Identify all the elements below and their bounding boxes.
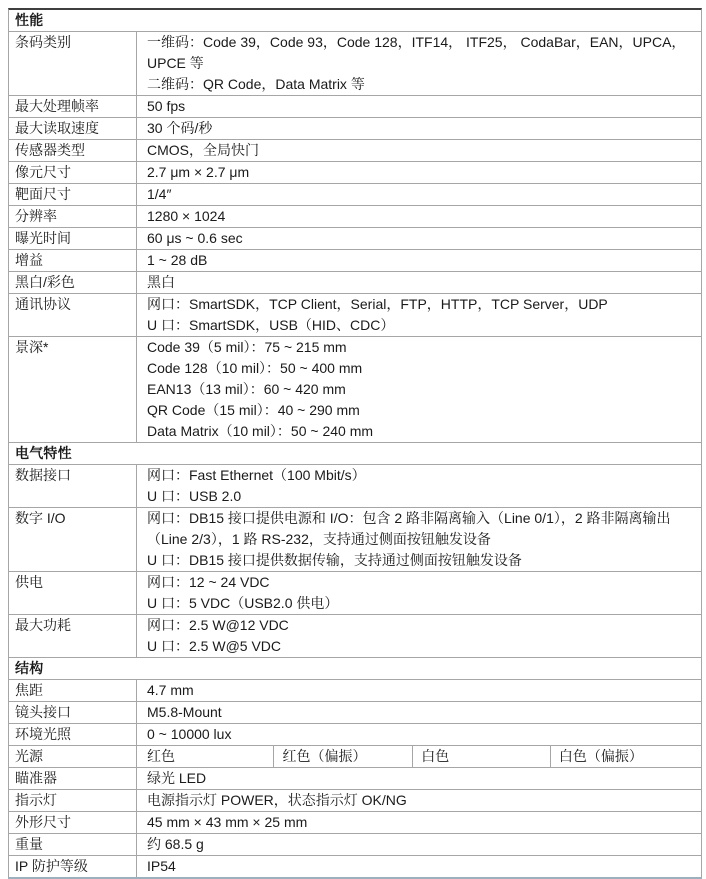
spec-row	[9, 118, 701, 140]
spec-value	[137, 162, 701, 183]
spec-row	[9, 702, 701, 724]
spec-value	[137, 680, 701, 701]
spec-label: 景深*	[9, 337, 137, 442]
spec-label: 条码类别	[9, 32, 137, 95]
spec-label: 光源	[9, 746, 137, 767]
spec-row	[9, 184, 701, 206]
spec-row	[9, 724, 701, 746]
spec-value-line: 网口：SmartSDK，TCP Client，Serial，FTP，HTTP，TCP Server，UDP	[147, 296, 608, 312]
spec-value-line: U 口：DB15 接口提供数据传输，支持通过侧面按钮触发设备	[147, 552, 522, 568]
spec-row	[9, 272, 701, 294]
spec-value	[137, 508, 701, 571]
spec-value-line: IP54	[147, 858, 176, 874]
spec-value	[137, 834, 701, 855]
spec-label: 数字 I/O	[9, 508, 137, 571]
spec-value	[137, 465, 701, 507]
spec-value-line: 2.7 μm × 2.7 μm	[147, 164, 250, 180]
spec-label: 最大处理帧率	[9, 96, 137, 117]
spec-table	[8, 8, 702, 879]
spec-row	[9, 790, 701, 812]
spec-value-line: 一维码：Code 39，Code 93，Code 128，ITF14， ITF25， CodaBar，EAN，UPCA，UPCE 等	[147, 34, 686, 71]
spec-row	[9, 465, 701, 508]
spec-row	[9, 206, 701, 228]
spec-row	[9, 834, 701, 856]
spec-value-line: 4.7 mm	[147, 682, 194, 698]
spec-label: 像元尺寸	[9, 162, 137, 183]
spec-value-line: Code 39（5 mil）：75 ~ 215 mm	[147, 339, 347, 355]
spec-value	[137, 724, 701, 745]
spec-value	[137, 294, 701, 336]
spec-value-line: 网口：12 ~ 24 VDC	[147, 574, 270, 590]
spec-row	[9, 337, 701, 443]
spec-value-line: 电源指示灯 POWER，状态指示灯 OK/NG	[147, 792, 407, 808]
spec-value-line: CMOS，全局快门	[147, 142, 259, 158]
section-title: 结构	[9, 658, 701, 680]
section-title: 性能	[9, 10, 701, 32]
spec-value-line: EAN13（13 mil）：60 ~ 420 mm	[147, 381, 346, 397]
spec-row	[9, 508, 701, 572]
spec-label: 分辨率	[9, 206, 137, 227]
spec-value-line: U 口：5 VDC（USB2.0 供电）	[147, 595, 339, 611]
spec-row	[9, 228, 701, 250]
section-title: 电气特性	[9, 443, 701, 465]
spec-value	[137, 768, 701, 789]
spec-row	[9, 250, 701, 272]
spec-label: 重量	[9, 834, 137, 855]
spec-label: 焦距	[9, 680, 137, 701]
spec-row	[9, 140, 701, 162]
spec-value	[137, 746, 701, 767]
spec-value-line: QR Code（15 mil）：40 ~ 290 mm	[147, 402, 360, 418]
spec-value	[137, 272, 701, 293]
spec-value	[137, 140, 701, 161]
spec-value-line: 约 68.5 g	[147, 836, 204, 852]
spec-value-line: 60 μs ~ 0.6 sec	[147, 230, 243, 246]
spec-label: 黑白/彩色	[9, 272, 137, 293]
spec-label: 最大读取速度	[9, 118, 137, 139]
spec-value-line: 绿光 LED	[147, 770, 207, 786]
spec-label: 传感器类型	[9, 140, 137, 161]
light-source-option: 白色（偏振）	[550, 746, 701, 767]
spec-value	[137, 702, 701, 723]
spec-label: 供电	[9, 572, 137, 614]
spec-value	[137, 856, 701, 877]
spec-label: 镜头接口	[9, 702, 137, 723]
spec-value-line: 30 个码/秒	[147, 120, 213, 136]
spec-label: 指示灯	[9, 790, 137, 811]
spec-label: 瞄准器	[9, 768, 137, 789]
spec-row	[9, 162, 701, 184]
spec-row	[9, 812, 701, 834]
spec-value-line: 网口：Fast Ethernet（100 Mbit/s）	[147, 467, 366, 483]
spec-value-line: 0 ~ 10000 lux	[147, 726, 232, 742]
spec-row	[9, 96, 701, 118]
spec-value	[137, 572, 701, 614]
spec-value-line: Code 128（10 mil）：50 ~ 400 mm	[147, 360, 363, 376]
spec-value	[137, 337, 701, 442]
spec-value	[137, 250, 701, 271]
spec-label: 靶面尺寸	[9, 184, 137, 205]
spec-row	[9, 768, 701, 790]
spec-value	[137, 96, 701, 117]
spec-value	[137, 184, 701, 205]
spec-value	[137, 32, 701, 95]
spec-value-line: 黑白	[147, 274, 175, 290]
spec-row	[9, 856, 701, 877]
spec-value-line: Data Matrix（10 mil）：50 ~ 240 mm	[147, 423, 374, 439]
spec-value	[137, 812, 701, 833]
light-source-option: 红色（偏振）	[273, 746, 412, 767]
spec-value	[137, 228, 701, 249]
light-source-option: 红色	[147, 748, 175, 764]
spec-value-line: 1 ~ 28 dB	[147, 252, 208, 268]
spec-row	[9, 746, 701, 768]
spec-row	[9, 572, 701, 615]
spec-label: 环境光照	[9, 724, 137, 745]
spec-value-line: 45 mm × 43 mm × 25 mm	[147, 814, 308, 830]
spec-value	[137, 615, 701, 657]
spec-value-line: 1280 × 1024	[147, 208, 226, 224]
spec-label: 曝光时间	[9, 228, 137, 249]
spec-label: 外形尺寸	[9, 812, 137, 833]
spec-value	[137, 206, 701, 227]
spec-value-line: U 口：USB 2.0	[147, 488, 242, 504]
spec-value-line: U 口：2.5 W@5 VDC	[147, 638, 282, 654]
spec-value	[137, 790, 701, 811]
spec-row	[9, 615, 701, 658]
spec-label: 增益	[9, 250, 137, 271]
spec-label: 最大功耗	[9, 615, 137, 657]
spec-value-line: 网口：DB15 接口提供电源和 I/O：包含 2 路非隔离输入（Line 0/1），2 路非隔离输出（Line 2/3），1 路 RS-232，支持通过侧面按钮触发设备	[147, 510, 671, 547]
spec-row	[9, 294, 701, 337]
spec-label: IP 防护等级	[9, 856, 137, 877]
spec-value-line: 网口：2.5 W@12 VDC	[147, 617, 289, 633]
spec-row	[9, 32, 701, 96]
spec-value-line: 1/4″	[147, 186, 172, 202]
spec-value-line: 二维码：QR Code，Data Matrix 等	[147, 76, 365, 92]
spec-label: 数据接口	[9, 465, 137, 507]
spec-label: 通讯协议	[9, 294, 137, 336]
spec-value-line: U 口：SmartSDK，USB（HID、CDC）	[147, 317, 395, 333]
light-source-option: 白色	[412, 746, 550, 767]
spec-value-line: 50 fps	[147, 98, 186, 114]
spec-row	[9, 680, 701, 702]
spec-value-line: M5.8-Mount	[147, 704, 222, 720]
spec-value	[137, 118, 701, 139]
